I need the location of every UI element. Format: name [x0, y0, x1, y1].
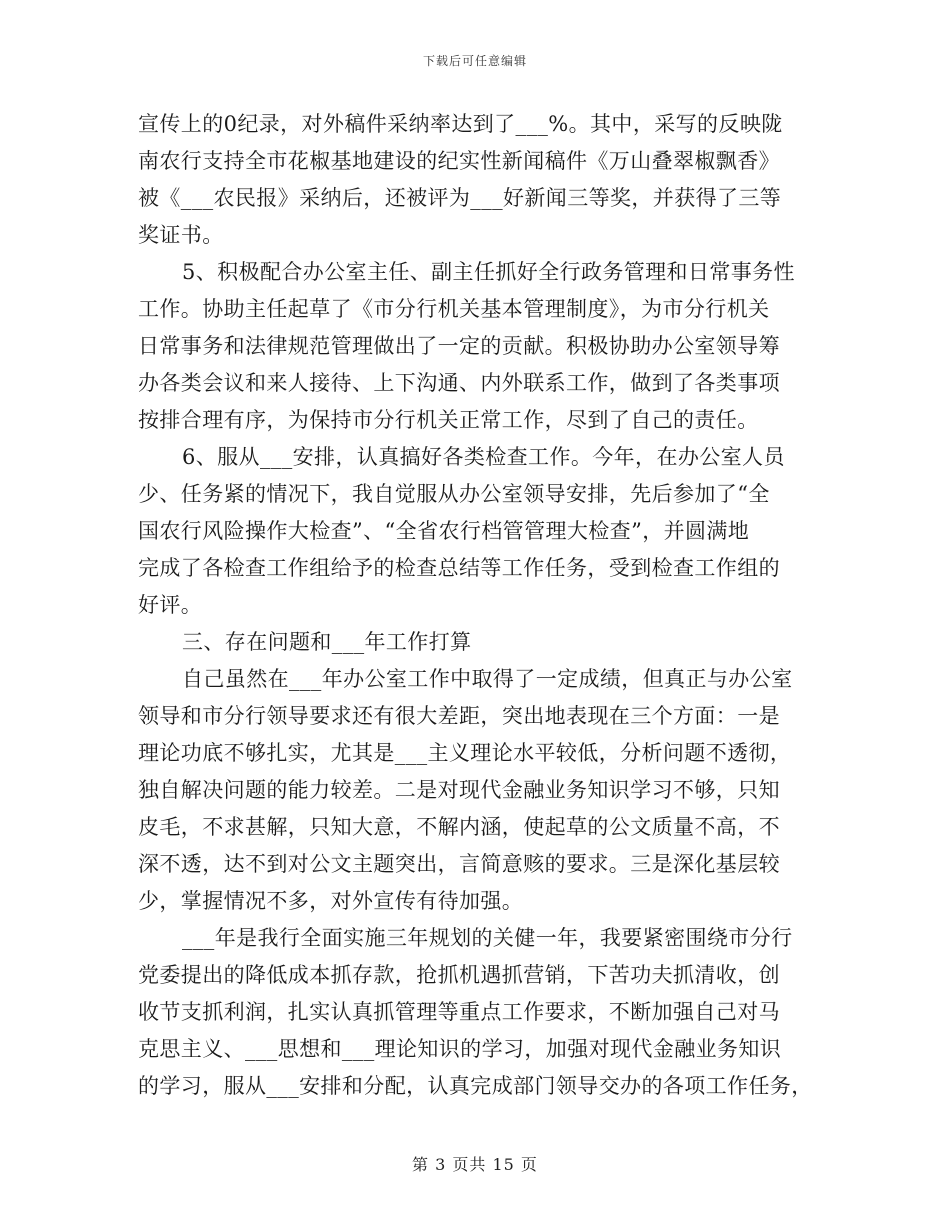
text-line: 少，掌握情况不多，对外宣传有待加强。: [138, 889, 524, 913]
text-line: 领导和市分行领导要求还有很大差距，突出地表现在三个方面：一是: [138, 704, 780, 728]
text-line: 理论功底不够扎实，尤其是___主义理论水平较低，分析问题不透彻，: [138, 741, 792, 765]
text-line: 深不透，达不到对公文主题突出，言简意赅的要求。三是深化基层较: [138, 852, 780, 876]
text-line: 被《___农民报》采纳后，还被评为___好新闻三等奖，并获得了三等: [138, 186, 782, 210]
page-footer: 第 3 页共 15 页: [412, 1155, 538, 1174]
text-line: 宣传上的0纪录，对外稿件采纳率达到了___%。其中，采写的反映陇: [138, 112, 783, 136]
text-line: 独自解决问题的能力较差。二是对现代金融业务知识学习不够，只知: [138, 778, 780, 802]
text-line: 完成了各检查工作组给予的检查总结等工作任务，受到检查工作组的: [138, 556, 780, 580]
text-line: 皮毛，不求甚解，只知大意，不解内涵，使起草的公文质量不高，不: [138, 815, 780, 839]
text-line: 收节支抓利润，扎实认真抓管理等重点工作要求，不断加强自己对马: [138, 1000, 780, 1024]
page-header: 下载后可任意编辑: [422, 54, 527, 68]
text-line: 自己虽然在___年办公室工作中取得了一定成绩，但真正与办公室: [182, 667, 793, 691]
document-body: [138, 106, 818, 1105]
text-line: 国农行风险操作大检查”、“全省农行档管管理大检查”，并圆满地: [138, 519, 750, 543]
text-line: ___年是我行全面实施三年规划的关健一年，我要紧密围绕市分行: [182, 926, 793, 950]
text-line: 党委提出的降低成本抓存款，抢抓机遇抓营销，下苦功夫抓清收，创: [138, 963, 780, 987]
text-line: 日常事务和法律规范管理做出了一定的贡献。积极协助办公室领导筹: [138, 334, 780, 358]
text-line: 克思主义、___思想和___理论知识的学习，加强对现代金融业务知识: [138, 1037, 782, 1061]
text-line: 三、存在问题和___年工作打算: [182, 630, 472, 654]
text-line: 少、任务紧的情况下，我自觉服从办公室领导安排，先后参加了“全: [138, 482, 770, 506]
text-line: 办各类会议和来人接待、上下沟通、内外联系工作，做到了各类事项: [138, 371, 780, 395]
text-line: 的学习，服从___安排和分配，认真完成部门领导交办的各项工作任务，: [138, 1074, 813, 1098]
text-line: 按排合理有序，为保持市分行机关正常工作，尽到了自己的责任。: [138, 408, 759, 432]
text-line: 好评。: [138, 593, 203, 617]
text-line: 6、服从___安排，认真搞好各类检查工作。今年，在办公室人员: [182, 445, 785, 469]
text-line: 5、积极配合办公室主任、副主任抓好全行政务管理和日常事务性: [182, 260, 795, 284]
text-line: 奖证书。: [138, 223, 224, 247]
text-line: 工作。协助主任起草了《市分行机关基本管理制度》，为市分行机关: [138, 297, 770, 321]
text-line: 南农行支持全市花椒基地建设的纪实性新闻稿件《万山叠翠椒飘香》: [138, 149, 780, 173]
